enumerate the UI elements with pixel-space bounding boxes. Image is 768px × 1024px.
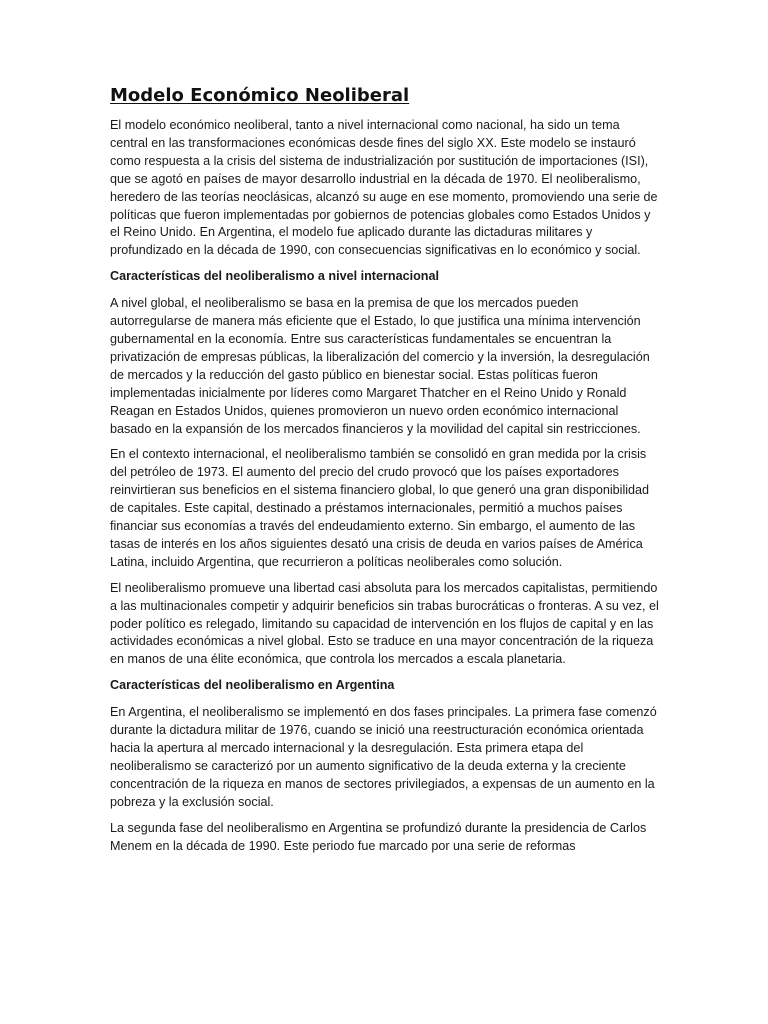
paragraph-oil-crisis: En el contexto internacional, el neoliberalismo también se consolidó en gran medida por la crisis del petróleo de 1973. El aumento del precio del crudo provocó que los países exportadores reinvirtieran sus beneficios en el sistema financiero global, lo que generó una gran disponibilidad de capitales. Este capital, destinado a préstamos internacionales, permitió a muchos países financiar sus economías a través del endeudamiento externo. Sin embargo, el aumento de las tasas de interés en los años siguientes desató una crisis de deuda en varios países de América Latina, incluido Argentina, que recurrieron a políticas neoliberales como solución. [110,447,650,569]
paragraph-argentina-second-phase: La segunda fase del neoliberalismo en Argentina se profundizó durante la presidencia de Carlos Menem en la década de 1990. Este periodo fue marcado por una serie de reformas [110,820,647,853]
paragraph-intro: El modelo económico neoliberal, tanto a nivel internacional como nacional, ha sido un tema central en las transformaciones económicas desde fines del siglo XX. Este modelo se instauró como respuesta a la crisis del sistema de industrialización por sustitución de importaciones (ISI), que se agotó en países de mayor desarrollo industrial en la década de 1970. El neoliberalismo, heredero de las teorías neoclásicas, alcanzó su auge en ese momento, promoviendo una serie de políticas que fueron implementadas por gobiernos de potencias globales como Estados Unidos y el Reino Unido. En Argentina, el modelo fue aplicado durante las dictaduras militares y profundizado en la década de 1990, con consecuencias significativas en lo económico y social. [110,118,658,258]
section-heading-argentina: Características del neoliberalismo en Argentina [110,678,395,693]
paragraph-argentina-first-phase: En Argentina, el neoliberalismo se implementó en dos fases principales. La primera fase comenzó durante la dictadura militar de 1976, cuando se inició una reestructuración económica orientada hacia la apertura al mercado internacional y la desregulación. Esta primera etapa del neoliberalismo se caracterizó por un aumento significativo de la deuda externa y la creciente concentración de la riqueza en manos de sectores privilegiados, a expensas de un aumento en la pobreza y la exclusión social. [110,705,657,809]
section-heading-international: Características del neoliberalismo a nivel internacional [110,269,439,284]
paragraph-market-freedom: El neoliberalismo promueve una libertad casi absoluta para los mercados capitalistas, permitiendo a las multinacionales competir y adquirir beneficios sin trabas burocráticas o fronteras. A su vez, el poder político es relegado, limitando su capacidad de intervención en los flujos de capital y en las actividades económicas a nivel global. Esto se traduce en una mayor concentración de la riqueza en manos de una élite económica, que controla los mercados a escala planetaria. [110,580,659,667]
document-body [110,84,660,863]
document-title: Modelo Económico Neoliberal [110,85,410,106]
paragraph-global-premise: A nivel global, el neoliberalismo se basa en la premisa de que los mercados pueden autorregularse de manera más eficiente que el Estado, lo que justifica una mínima intervención gubernamental en la economía. Entre sus características fundamentales se encuentran la privatización de empresas públicas, la liberalización del comercio y la inversión, la desregulación de mercados y la reducción del gasto público en bienestar social. Estas políticas fueron implementadas inicialmente por líderes como Margaret Thatcher en el Reino Unido y Ronald Reagan en Estados Unidos, quienes promovieron un nuevo orden económico internacional basado en la expansión de los mercados financieros y la movilidad del capital sin restricciones. [110,296,650,436]
